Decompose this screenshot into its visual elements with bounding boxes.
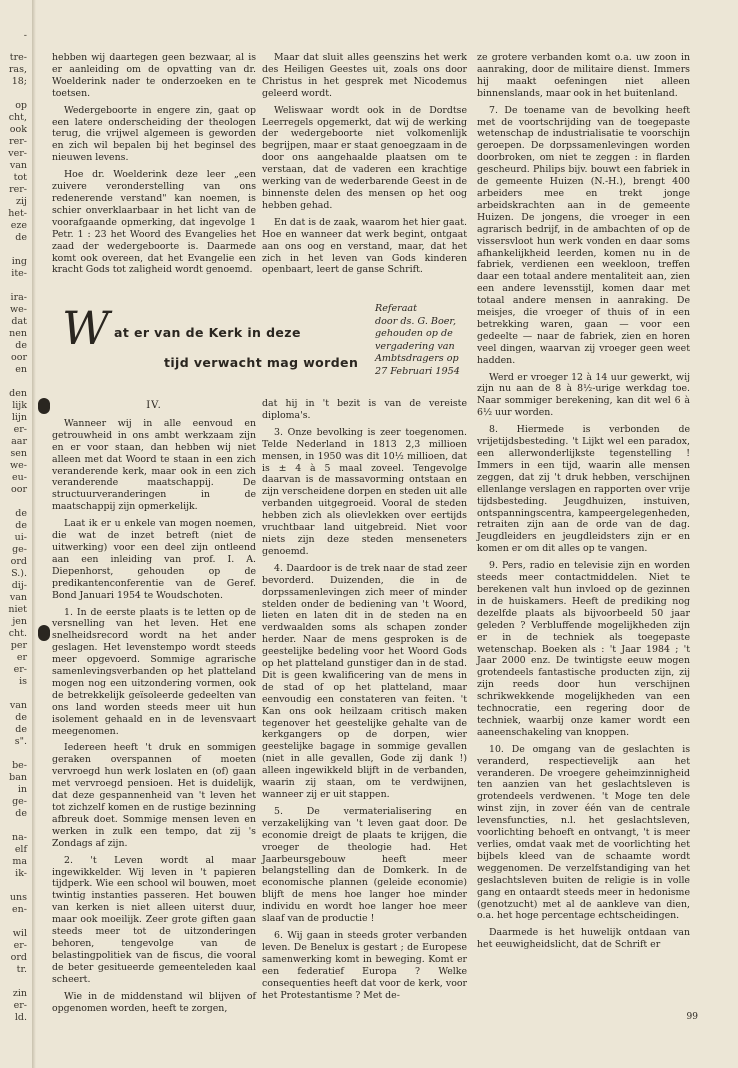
paragraph: Weliswaar wordt ook in de Dordtse Leerregels opgemerkt, dat wij de werking der wedergeboorte niet volkomenlijk begrijpen, maar er staat genoegzaam in de door ons aangehaalde plaatsen om te verstaan, dat de vaderen een krachtige werking van de wederbarende Geest in de binnenste delen des mensen op het oog hebben gehad. [262,104,467,211]
prev-page-fragment: ver- [8,148,27,159]
prev-page-fragment: ord [10,556,27,567]
paragraph: Iedereen heeft 't druk en sommigen geraken overspannen of moeten vervroegd hun werk loslaten en (of) gaan met vervroegd pensioen. Het is duidelijk, dat deze gespannenheid van 't leven het tot zichzelf komen en de rustige bezinning afbreuk doet. Sommige mensen leven en werken in zulk een tempo, dat zij 's Zondags af zijn. [52,742,256,849]
prev-page-fragment: rer- [9,184,27,195]
prev-page-fragment: sen [10,448,27,459]
prev-page-fragment: niet [8,604,27,615]
prev-page-fragment: van [9,700,27,711]
paragraph: Maar dat sluit alles geenszins het werk des Heiligen Geestes uit, zoals ons door Christus in het gesprek met Nicodemus geleerd wordt. [262,52,467,99]
prev-page-fragment: aar [11,436,27,447]
prev-page-fragment: van [9,160,27,171]
prev-page-fragment: is [19,676,27,687]
paragraph: 2. 't Leven wordt al maar ingewikkelder. Wij leven in 't papieren tijdperk. Wie een school wil bouwen, moet twintig instanties passeren. Het bouwen van kerken is niet alleen uiterst duur, maar ook moeilijk. Zeer grote giften gaan steeds meer tot de uitzonderingen behoren, tengevolge van de belastingpolitiek van de fiscus, die vooral de beter gesitueerde gemeenteleden kaal scheert. [52,854,256,985]
paragraph: 1. In de eerste plaats is te letten op de versnelling van het leven. Het ene snelheidsrecord wordt na het ander geslagen. Het levenstempo wordt steeds meer opgevoerd. Sommige agrarische samenlevingsverbanden op het platteland mogen nog een uitzondering vormen, ook de betrekkelijk geïsoleerde gedeelten van ons land worden steeds meer uit hun isolement gehaald en in de levensvaart meegenomen. [52,606,256,737]
prev-page-fragment: tot [13,172,27,183]
column-1-bottom [52,398,256,1019]
prev-page-fragment: ma [12,856,27,867]
column-2-bottom [262,398,467,1006]
prev-page-fragment: ras, [8,64,27,75]
prev-page-fragment: tre- [9,52,27,63]
prev-page-fragment: de [15,520,27,531]
prev-page-fragment: oor [11,484,27,495]
prev-page-fragment: uns [9,892,27,903]
prev-page-fragment: de [15,340,27,351]
previous-page-edge [0,30,30,1030]
prev-page-fragment: de [15,508,27,519]
paragraph: 7. De toename van de bevolking heeft met de voortschrijding van de toegepaste wetenschap de industrialisatie te voorschijn geroepen. De dorpssamenlevingen worden doorbroken, om niet te zeggen : in flarden gescheurd. Philips bijv. bouwt een fabriek in de gemeente Huizen (N.-H.), brengt 400 arbeiders mee en trekt jonge arbeidskrachten aan in de gemeente Huizen. De jongens, die vroeger in een agrarisch bedrijf, in de ambachten of op de vissersvloot hun werk vonden en daar soms afhankelijkheid leerden, komen nu in de fabriek, verdienen een weekloon, treffen daar een totaal andere mentaliteit aan, zien een andere levensstijl, komen daar met totaal andere mensen in aanraking. De meisjes, die vroeger of thuis of in een betrekking waren, gaan — voor een gedeelte — naar de fabriek, zien en horen veel dingen, waarvan zij vroeger geen weet hadden. [477,104,690,366]
prev-page-fragment: den [9,388,27,399]
prev-page-fragment: eu- [12,472,27,483]
prev-page-fragment: ik- [15,868,27,879]
prev-page-fragment: er [16,652,27,663]
prev-page-fragment: er- [13,424,27,435]
prev-page-fragment: ui- [14,532,27,543]
paragraph: Wedergeboorte in engere zin, gaat op een latere onderscheiding der theologen terug, die vrijwel algemeen is geworden en zich wil bepalen bij het beginsel des nieuwen levens. [52,104,256,164]
prev-page-fragment: cht, [8,112,27,123]
prev-page-fragment: ban [9,772,27,783]
prev-page-fragment: oor [11,352,27,363]
article-title [62,301,362,385]
punch-hole-bottom [38,625,50,641]
column-3 [477,52,690,956]
prev-page-fragment: lijn [11,412,27,423]
prev-page-fragment: ing [11,256,27,267]
section-number: IV. [146,400,162,411]
prev-page-fragment: eze [10,220,27,231]
column-2-top [262,52,467,281]
prev-page-fragment: en- [12,904,27,915]
byline-line: 27 Februari 1954 [375,365,460,377]
prev-page-fragment: lijk [12,400,27,411]
paragraph: 5. De vermaterialisering en verzakelijking van 't leven gaat door. De economie dreigt de plaats te krijgen, die vroeger de theologie had. Het Jaarbeursgebouw heeft meer belangstelling dan de Domkerk. In de economische plannen (geleide economie) blijft de mens hoe langer hoe minder individu en wordt hoe langer hoe meer slaaf van de productie ! [262,805,467,925]
prev-page-fragment: er- [13,664,27,675]
prev-page-fragment: ge- [12,544,27,555]
prev-page-fragment: - [23,30,27,41]
prev-page-fragment: we- [10,304,27,315]
paragraph: Wanneer wij in alle eenvoud en getrouwheid in ons ambt werkzaam zijn en er voor staan, dan hebben wij niet alleen met dat Woord te staan in een zich veranderende kerk, maar ook in een zich veranderende maatschappij. De structuurveranderingen in de maatschappij zijn opmerkelijk. [52,417,256,513]
referaat-byline [375,303,475,379]
paragraph: 8. Hiermede is verbonden de vrijetijdsbesteding. 't Lijkt wel een paradox, een allerwonderlijkste tegenstelling ! Immers in een tijd, waarin alle mensen zeggen, dat zij 't druk hebben, verschijnen ellenlange verslagen en rapporten over vrije tijdsbesteding. Jeugdhuizen, instuiven, ontspanningscentra, kampeergelegenheden, retraiten zijn aan de orde van de dag. Jeugdleiders en jeugdleidsters zijn er en komen er om dit alles op te vangen. [477,424,690,555]
byline-line: Referaat [375,303,418,314]
prev-page-fragment: ite- [11,268,27,279]
title-dropcap: W [62,301,110,355]
punch-hole-top [38,398,50,414]
paragraph: ze grotere verbanden komt o.a. uw zoon in aanraking, door de militaire dienst. Immers hij maakt oefeningen niet alleen binnenslands, maar ook in het buitenland. [477,52,690,99]
prev-page-fragment: nen [9,328,27,339]
prev-page-fragment: na- [12,832,27,843]
prev-page-fragment: ook [9,124,27,135]
prev-page-fragment: be- [12,760,27,771]
prev-page-fragment: dij- [11,580,27,591]
prev-page-fragment: ld. [14,1012,27,1023]
title-line-1: at er van de Kerk in deze [114,325,301,340]
paragraph: Daarmede is het huwelijk ontdaan van het eeuwigheidslicht, dat de Schrift er [477,927,690,951]
column-1-top [52,52,256,281]
byline-line: door ds. G. Boer, [375,315,456,327]
paragraph: dat hij in 't bezit is van de vereiste diploma's. [262,398,467,421]
prev-page-fragment: per [10,640,27,651]
prev-page-fragment: cht. [8,628,27,639]
prev-page-fragment: tr. [16,964,27,975]
paragraph: Laat ik er u enkele van mogen noemen, die wat de inzet betreft (niet de uitwerking) voor een deel zijn ontleend aan een inleiding van prof. I. A. Diepenhorst, gehouden op de predikantenconferentie van de Geref. Bond Januari 1954 te Woudschoten. [52,518,256,601]
prev-page-fragment: de [15,232,27,243]
prev-page-fragment: s". [14,736,27,747]
paragraph: Werd er vroeger 12 à 14 uur gewerkt, wij zijn nu aan de 8 à 8½-urige werkdag toe. Naar sommiger berekening, kan dit wel 6 à 6½ uur worden. [477,371,690,419]
page-fold [32,0,36,1068]
paragraph: hebben wij daartegen geen bezwaar, al is er aanleiding om de opvatting van dr. Woelderink nader te onderzoeken en te toetsen. [52,52,256,99]
prev-page-fragment: in [17,784,27,795]
byline-line: gehouden op de [375,328,453,340]
prev-page-fragment: ira- [10,292,27,303]
prev-page-fragment: elf [14,844,27,855]
byline-line: vergadering van [375,340,455,352]
paragraph: 6. Wij gaan in steeds groter verbanden leven. De Benelux is gestart ; de Europese samenwerking komt in beweging. Komt er een federatief Europa ? Welke consequenties heeft dat voor de kerk, voor het Protestantisme ? Met de- [262,929,467,1001]
prev-page-fragment: op [15,100,27,111]
prev-page-fragment: wil [12,928,27,939]
prev-page-fragment: 18; [11,76,27,87]
paragraph: Hoe dr. Woelderink deze leer „een zuivere veronderstelling van ons redenerende verstand" kan noemen, is schier onverklaarbaar in het licht van de voorafgaande opmerking, dat ingevolge 1 Petr. 1 : 23 het Woord des Evangelies het zaad der wedergeboorte is. Daarmede komt ook overeen, dat het Evangelie een kracht Gods tot zaligheid wordt genoemd. [52,169,256,276]
prev-page-fragment: S.). [11,568,27,579]
prev-page-fragment: er- [13,1000,27,1011]
prev-page-fragment: ge- [12,796,27,807]
paragraph: 3. Onze bevolking is zeer toegenomen. Telde Nederland in 1813 2,3 millioen mensen, in 1950 was dit 10½ millioen, dat is ± 4 à 5 maal zoveel. Tengevolge daarvan is de massavorming ontstaan en zijn verscheidene dorpen en steden uit alle verbanden uitgegroeid. Vooral de steden hebben zich als olievlekken over eertijds vruchtbaar land uitgebreid. Niet voor niets zijn deze steden menseneters genoemd. [262,426,467,557]
prev-page-fragment: ord [10,952,27,963]
prev-page-fragment: zin [12,988,27,999]
prev-page-fragment: zij [16,196,27,207]
prev-page-fragment: van [9,592,27,603]
prev-page-fragment: en [15,364,27,375]
prev-page-fragment: rer- [9,136,27,147]
prev-page-fragment: de [15,808,27,819]
paragraph: Wie in de middenstand wil blijven of opgenomen worden, heeft te zorgen, [52,990,256,1014]
paragraph: En dat is de zaak, waarom het hier gaat. Hoe en wanneer dat werk begint, ontgaat aan ons oog en verstand, maar, dat het zich in het leven van Gods kinderen openbaart, leert de ganse Schrift. [262,216,467,276]
prev-page-fragment: de [15,724,27,735]
prev-page-fragment: het- [8,208,27,219]
byline-line: Ambtsdragers op [375,353,459,365]
paragraph: 10. De omgang van de geslachten is veranderd, respectievelijk aan het veranderen. De vroegere geheimzinnigheid ten aanzien van het geslachtsleven is grotendeels verdwenen. 't Moge ten dele winst zijn, in zover één van de centrale levensfuncties, n.l. het geslachtsleven, voorlichting behoeft en ontvangt, 't is meer verlies, omdat vaak met de voorlichting het bijbels kleed van de schaamte wordt weggenomen. De verzelfstandiging van het geslachtsleven buiten de religie is in volle gang en ontaardt steeds meer in hedonisme (genotzucht) met al de aankleve van dien, o.a. het hoge percentage echtscheidingen. [477,743,690,922]
title-line-2: tijd verwacht mag worden [164,355,359,370]
prev-page-fragment: de [15,712,27,723]
paragraph: 4. Daardoor is de trek naar de stad zeer bevorderd. Duizenden, die in de dorpssamenlevingen zich meer of minder stelden onder de bediening van 't Woord, lieten en laten dit in de steden na en verdwaalden soms als schapen zonder herder. Naar de mens gesproken is de geestelijke bedeling voor het Woord Gods op het platteland gunstiger dan in de stad. Dit is geen kwalificering van de mens in de stad of op het platteland, maar eenvoudig een constateren van feiten. 't Kan ons ook heilzaam critisch maken tegenover het geestelijke gehalte van de kerkgangers op de dorpen, wier geestelijke bagage in sommige gevallen (niet in alle gevallen, Gode zij dank !) alleen ingewikkeld blijft in de verbanden, waarin zij staan, om te verdwijnen, wanneer zij er uit stappen. [262,562,467,800]
prev-page-fragment: we- [10,460,27,471]
paragraph: 9. Pers, radio en televisie zijn en worden steeds meer contactmiddelen. Niet te berekenen valt hun invloed op de gezinnen in de huiskamers. Heeft de prediking nog dezelfde plaats als bijvoorbeeld 50 jaar geleden ? Verbluffende mogelijkheden zijn er in de techniek als toegepaste wetenschap. Boeken als : 't Jaar 1984 ; 't Jaar 2000 enz. De twintigste eeuw mogen grotendeels fantastische producten zijn, zij zijn reeds door hun verschijnen schrikwekkende mogelijkheden van een technocratie, een regering door de techniek, waarbij onze kamer wordt een aaneenschakeling van knoppen. [477,560,690,738]
prev-page-fragment: er- [13,940,27,951]
prev-page-fragment: jen [12,616,27,627]
prev-page-fragment: dat [11,316,27,327]
page-number: 99 [686,1012,698,1022]
